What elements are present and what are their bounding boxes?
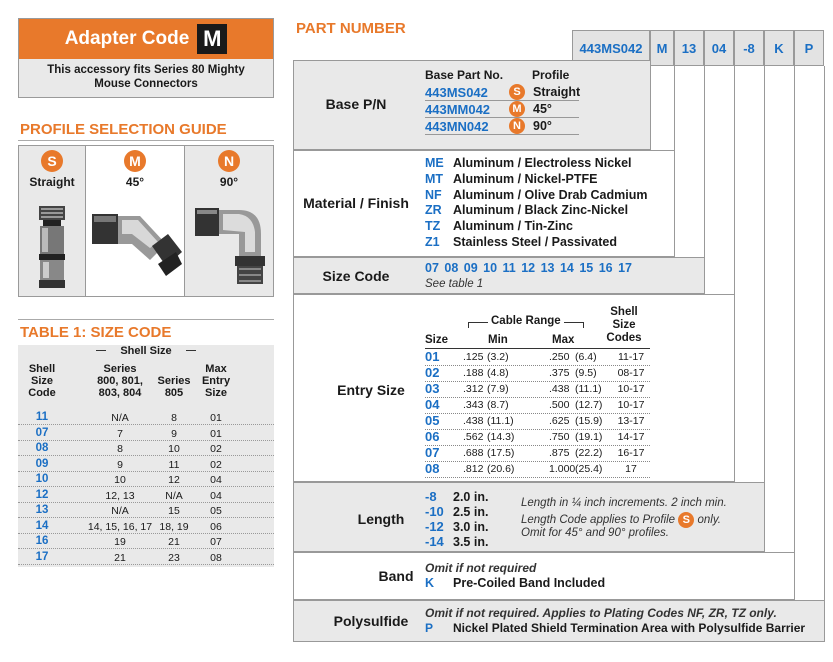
material-option: [425, 203, 628, 217]
table-cell: 18, 19: [159, 520, 189, 533]
profile-n-badge: N: [218, 150, 240, 172]
pn-segment-length: -8: [734, 30, 764, 66]
table-cell: 03: [425, 381, 440, 396]
table-cell: (3.2): [487, 351, 509, 363]
table-cell: 07: [425, 445, 440, 460]
base-pn-option: [425, 118, 579, 135]
table-cell: 10: [168, 443, 180, 455]
pn-segment-base: 443MS042: [572, 30, 650, 66]
table-row: [425, 414, 650, 430]
base-pn-code: 443MS042: [425, 85, 488, 100]
table-cell: 23: [168, 551, 180, 564]
table-cell: .438: [549, 383, 570, 395]
table-cell: (7.9): [487, 383, 509, 395]
table-cell: 9: [117, 458, 123, 471]
length-value: 2.0 in.: [453, 490, 489, 504]
table-cell: 14: [35, 519, 49, 532]
adapter-note-line1: This accessory fits Series 80 Mighty: [47, 64, 245, 76]
polysulfide-note: Omit if not required. Applies to Plating Codes NF, ZR, TZ only.: [425, 606, 777, 620]
table-cell: .500: [549, 399, 570, 411]
profile-guide: [18, 145, 274, 297]
length-value: 3.5 in.: [453, 535, 489, 549]
table-cell: (8.7): [487, 399, 509, 411]
material-desc: Stainless Steel / Passivated: [453, 235, 617, 249]
table-cell: .625: [549, 415, 570, 427]
table-cell: 14-17: [617, 431, 645, 443]
table-cell: 04: [425, 397, 440, 412]
table-row: [425, 398, 650, 414]
profile-45: [85, 146, 185, 296]
profile-guide-title: PROFILE SELECTION GUIDE: [20, 121, 227, 138]
profile-badge: N: [509, 118, 525, 134]
table-cell: 19: [114, 536, 126, 548]
polysulfide-label: Polysulfide: [333, 613, 409, 629]
base-pn-label: Base P/N: [325, 96, 387, 112]
table-cell: 9: [171, 427, 177, 440]
polysulfide-option: P Nickel Plated Shield Termination Area with Polysulfide Barrier: [425, 621, 806, 635]
table-cell: 12: [168, 474, 180, 486]
table-cell: 01: [210, 412, 222, 424]
table-row: [18, 551, 274, 565]
table-cell: 12: [35, 488, 49, 501]
material-code: Z1: [425, 235, 440, 249]
table-cell: (14.3): [487, 431, 515, 443]
table-cell: N/A: [111, 505, 129, 517]
rule-tick: [583, 322, 584, 328]
col-shell-size-code: Shell Size Code: [28, 363, 56, 399]
material-code: ME: [425, 156, 444, 170]
table-cell: 06: [425, 429, 440, 444]
table-row: [18, 411, 274, 425]
table-cell: (20.6): [487, 463, 515, 475]
table-cell: 02: [210, 443, 222, 455]
length-code: -8: [425, 489, 437, 504]
table-cell: (11.1): [575, 383, 602, 395]
table-cell: 10: [35, 473, 49, 485]
table-row: [18, 489, 274, 503]
table-cell: 08: [35, 442, 49, 454]
length-label: Length: [357, 511, 405, 527]
table-cell: 04: [210, 474, 222, 486]
table-cell: .812: [463, 463, 484, 475]
table-cell: (19.1): [575, 431, 603, 443]
pn-segment-polysulfide: P: [794, 30, 824, 66]
table-cell: (4.8): [487, 367, 509, 379]
adapter-note: [19, 59, 273, 97]
material-label: Material / Finish: [303, 195, 409, 211]
size-code-table: [18, 345, 274, 567]
table-cell: N/A: [165, 489, 183, 502]
table-cell: 10: [114, 474, 126, 486]
length-code: -14: [425, 534, 444, 549]
table-cell: 10-17: [617, 399, 645, 411]
table-cell: 21: [168, 536, 180, 548]
band-label: Band: [378, 568, 414, 584]
length-value: 3.0 in.: [453, 520, 489, 534]
base-pn-option: [425, 84, 579, 101]
table-cell: 8: [117, 443, 123, 455]
base-pn-code: 443MN042: [425, 119, 489, 134]
table-cell: 21: [114, 551, 126, 564]
length-option: [425, 534, 488, 549]
divider: [18, 319, 274, 320]
table-row: [18, 535, 274, 549]
adapter-note-line2: Mouse Connectors: [94, 78, 198, 90]
table-cell: 02: [210, 458, 222, 471]
profile-badge: M: [509, 101, 525, 117]
adapter-code-letter: M: [197, 24, 227, 54]
length-option: [425, 504, 488, 519]
entry-header-rule: [425, 348, 650, 349]
length-code: -12: [425, 519, 444, 534]
table-row: [18, 442, 274, 456]
table-row: [425, 366, 650, 382]
pn-segment-material: M: [650, 30, 674, 66]
col-max-entry: Max Entry Size: [201, 363, 231, 399]
table-row: [18, 504, 274, 518]
table-cell: (15.9): [575, 415, 603, 427]
part-number-title: PART NUMBER: [296, 20, 406, 37]
profile-straight-label: Straight: [29, 175, 75, 189]
table-cell: 11: [35, 411, 49, 423]
table-cell: 8: [171, 412, 177, 424]
profile-90: [185, 146, 273, 296]
table-cell: (12.7): [575, 399, 603, 411]
divider: [18, 140, 274, 141]
length-option: [425, 519, 488, 534]
shell-size-codes-header: Shell Size Codes: [606, 306, 642, 344]
entry-col-size: Size: [425, 334, 449, 346]
table-cell: 11-17: [617, 351, 645, 363]
table-cell: 02: [425, 365, 440, 380]
table-cell: 01: [425, 349, 440, 364]
size-code-label: Size Code: [322, 268, 390, 284]
col-series-805: Series 805: [157, 375, 191, 399]
table-cell: 07: [210, 536, 222, 548]
connector-line: [824, 66, 825, 642]
table-cell: 17: [625, 463, 637, 475]
table-cell: .250: [549, 351, 570, 363]
material-option: [425, 219, 573, 233]
table-cell: N/A: [111, 412, 129, 424]
table-cell: .188: [463, 367, 484, 379]
material-option: [425, 156, 632, 170]
table-row: [18, 520, 274, 534]
profile-s-badge: S: [41, 150, 63, 172]
base-pn-profile: 45°: [533, 102, 552, 116]
length-note3: Omit for 45° and 90° profiles.: [521, 527, 669, 539]
table-cell: .438: [463, 415, 484, 427]
table-cell: 10-17: [617, 383, 645, 395]
table-cell: (9.5): [575, 367, 597, 379]
base-pn-option: [425, 101, 579, 118]
table1-title: TABLE 1: SIZE CODE: [20, 324, 172, 341]
base-pn-col2: Profile: [532, 68, 570, 82]
table-cell: .343: [463, 399, 484, 411]
profile-90-label: 90°: [219, 175, 239, 189]
table-row: [18, 473, 274, 487]
table-cell: 09: [35, 457, 49, 470]
shell-size-group-header: Shell Size: [106, 345, 186, 357]
table-cell: .688: [463, 447, 484, 459]
connector-line: [794, 66, 795, 600]
table-cell: 13: [35, 504, 49, 516]
length-note2: Length Code applies to Profile S only.: [521, 514, 721, 527]
material-code: TZ: [425, 219, 441, 234]
table-cell: (17.5): [487, 447, 515, 459]
base-pn-profile: Straight: [533, 85, 581, 99]
table-cell: (22.2): [575, 447, 603, 459]
entry-col-min: Min: [488, 334, 508, 346]
table-cell: 05: [425, 413, 440, 428]
base-pn-code: 443MM042: [425, 102, 491, 117]
cable-range-header: Cable Range: [488, 315, 564, 327]
band-note: Omit if not required: [425, 561, 537, 575]
table-cell: 17: [35, 550, 49, 563]
col-series-800: Series 800, 801, 803, 804: [97, 363, 143, 399]
table-cell: 1.000: [549, 463, 576, 475]
entry-size-label: Entry Size: [337, 382, 405, 398]
size-code-list: 07 08 09 10 11 12 13 14 15 16 17: [425, 261, 632, 275]
table-cell: 04: [210, 489, 222, 502]
pn-segment-size: 13: [674, 30, 704, 66]
table-cell: 08-17: [617, 367, 645, 379]
table-row: [18, 458, 274, 472]
pn-segment-band: K: [764, 30, 794, 66]
table-cell: 16-17: [617, 447, 645, 459]
table-row: [425, 430, 650, 446]
45-degree-connector-icon: [92, 204, 184, 286]
profile-m-badge: M: [124, 150, 146, 172]
pn-segment-entry: 04: [704, 30, 734, 66]
table-cell: 7: [117, 427, 123, 440]
table-row: [425, 382, 650, 398]
table-row: [425, 462, 650, 478]
material-desc: Aluminum / Electroless Nickel: [453, 156, 632, 170]
table-cell: .875: [549, 447, 570, 459]
table-cell: (25.4): [575, 463, 603, 475]
material-code: MT: [425, 171, 444, 186]
profile-45-label: 45°: [125, 175, 145, 189]
material-option: [425, 188, 647, 202]
length-option: [425, 489, 488, 504]
size-code-note: See table 1: [425, 278, 484, 290]
table-cell: 15: [168, 505, 180, 517]
table-cell: 14, 15, 16, 17: [87, 520, 153, 533]
profile-straight: [19, 146, 85, 296]
length-value: 2.5 in.: [453, 505, 489, 519]
material-code: ZR: [425, 203, 442, 218]
table-cell: 12, 13: [105, 489, 135, 502]
adapter-code-header: [19, 19, 273, 59]
table-cell: 08: [425, 461, 440, 476]
material-option: [425, 235, 617, 249]
base-pn-col1: Base Part No.: [425, 68, 504, 82]
entry-col-max: Max: [552, 334, 575, 346]
material-desc: Aluminum / Tin-Zinc: [453, 219, 573, 234]
table-cell: .750: [549, 431, 570, 443]
table-cell: .125: [463, 351, 484, 363]
material-desc: Aluminum / Black Zinc-Nickel: [453, 203, 629, 218]
table-cell: 05: [210, 505, 222, 517]
table-cell: .375: [549, 367, 570, 379]
table-cell: (11.1): [487, 415, 514, 427]
band-option: K Pre-Coiled Band Included: [425, 576, 606, 590]
table-row: [18, 427, 274, 441]
adapter-code-title: Adapter Code: [64, 28, 190, 49]
table-cell: .562: [463, 431, 484, 443]
table-cell: 11: [168, 458, 180, 471]
profile-s-badge: S: [678, 512, 694, 528]
straight-connector-icon: [35, 206, 69, 292]
profile-badge: S: [509, 84, 525, 100]
table-cell: 13-17: [617, 415, 645, 427]
table-cell: .312: [463, 383, 484, 395]
table-row: [425, 446, 650, 462]
table-cell: (6.4): [575, 351, 597, 363]
table-cell: 08: [210, 551, 222, 564]
adapter-code-box: [18, 18, 274, 98]
base-pn-profile: 90°: [533, 119, 552, 133]
table-cell: 07: [35, 426, 49, 439]
material-code: NF: [425, 187, 442, 202]
material-desc: Aluminum / Nickel-PTFE: [453, 171, 598, 186]
table-row: [425, 350, 650, 366]
connector-line: [764, 66, 765, 552]
table-cell: 16: [35, 535, 49, 547]
length-note1: Length in ¼ inch increments. 2 inch min.: [521, 497, 727, 509]
90-degree-connector-icon: [195, 204, 267, 294]
table-cell: 06: [210, 520, 222, 533]
table-cell: 01: [210, 427, 222, 440]
length-code: -10: [425, 504, 444, 519]
rule-tick: [468, 322, 469, 328]
material-option: [425, 172, 597, 186]
material-desc: Aluminum / Olive Drab Cadmium: [453, 187, 648, 202]
